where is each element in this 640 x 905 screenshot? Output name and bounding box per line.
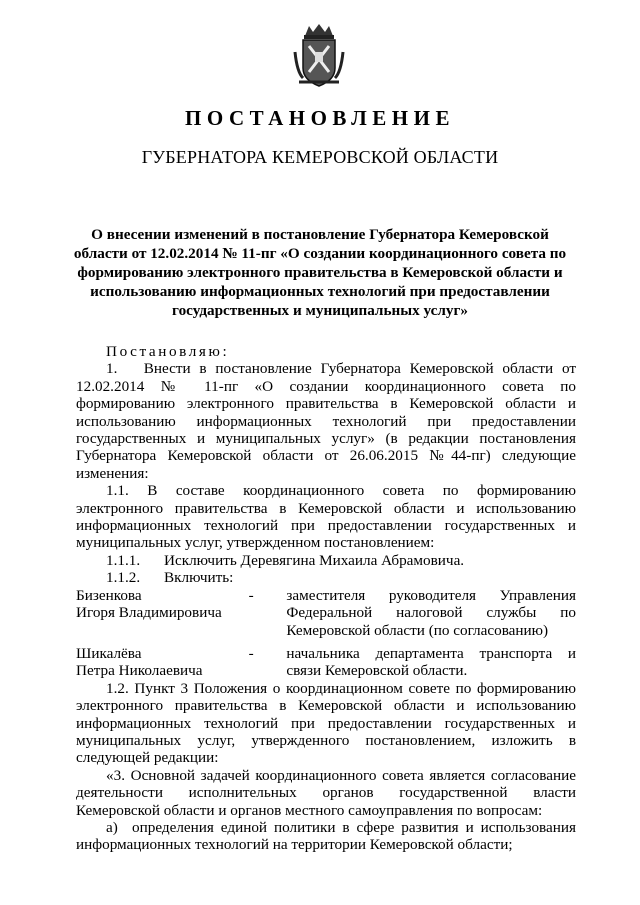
paragraph-1-1-1-number: 1.1.1. <box>106 551 141 569</box>
paragraph-1-1-2 <box>76 569 576 586</box>
decree-word: Постановляю: <box>106 343 230 360</box>
paragraph-1-2-text: Пункт 3 Положения о координационном совете по формированию электронного правительства в Кемеровской области и использованию информационных технологий при предоставлении государственных и муниципальных услуг, утвержденного постановлением, изложить в следующей редакции: <box>76 679 576 767</box>
paragraph-a-text: определения единой политики в сфере развития и использования информационных технологий на территории Кемеровской области; <box>76 818 576 854</box>
member-position: начальника департамента транспорта и связи Кемеровской области. <box>286 644 576 680</box>
paragraph-1-1-2-text: Включить: <box>164 569 234 587</box>
member-given-names: Петра Николаевича <box>76 662 203 680</box>
member-surname: Шикалёва <box>76 644 142 662</box>
coat-of-arms-emblem <box>291 22 347 90</box>
paragraph-1-1-1 <box>76 552 576 569</box>
paragraph-1-1-1-text: Исключить Деревягина Михаила Абрамовича. <box>164 551 465 569</box>
paragraph-1-2-number: 1.2. <box>106 679 129 697</box>
document-issuer: ГУБЕРНАТОРА КЕМЕРОВСКОЙ ОБЛАСТИ <box>141 147 499 167</box>
member-position: заместителя руководителя Управления Федеральной налоговой службы по Кемеровской области (по согласованию) <box>286 586 576 639</box>
document-subject: О внесении изменений в постановление Губернатора Кемеровской области от 12.02.2014 № 11-пг «О создании координационного совета по формированию электронного правительства в Кемеровской области и использованию информационных технологий при предоставлении государственных и муниципальных услуг» <box>73 226 567 319</box>
document-title: ПОСТАНОВЛЕНИЕ <box>185 106 455 130</box>
member-dash: - <box>248 644 254 662</box>
paragraph-a-number: а) <box>106 818 118 836</box>
member-surname: Бизенкова <box>76 586 142 604</box>
paragraph-1-2 <box>76 680 576 767</box>
paragraph-1-1-2-number: 1.1.2. <box>106 569 141 587</box>
paragraph-1 <box>76 360 576 482</box>
paragraph-1-number: 1. <box>106 360 118 378</box>
paragraph-3-quote: «3. Основной задачей координационного совета является согласование деятельности исполнительных органов государственной власти Кемеровской области и органов местного самоуправления по вопросам: <box>76 766 576 819</box>
paragraph-1-1 <box>76 482 576 552</box>
document-body <box>76 343 576 854</box>
member-row <box>76 645 576 680</box>
paragraph-1-1-text: В составе координационного совета по формированию электронного правительства в Кемеровской области и использованию информационных технологий при предоставлении государственных и муниципальных услуг, утвержденном постановлением: <box>76 482 576 552</box>
member-dash: - <box>248 586 254 604</box>
member-row <box>76 587 576 639</box>
paragraph-a <box>76 819 576 854</box>
paragraph-1-text: Внести в постановление Губернатора Кемеровской области от 12.02.2014 № 11-пг «О создании координационного совета по формированию электронного правительства в Кемеровской области и использованию информационных технологий при предоставлении государственных и муниципальных услуг» (в редакции постановления Губернатора Кемеровской области от 26.06.2015 №44-пг) следующие изменения: <box>76 360 577 482</box>
paragraph-1-1-number: 1.1. <box>106 482 129 500</box>
member-given-names: Игоря Владимировича <box>76 604 222 622</box>
